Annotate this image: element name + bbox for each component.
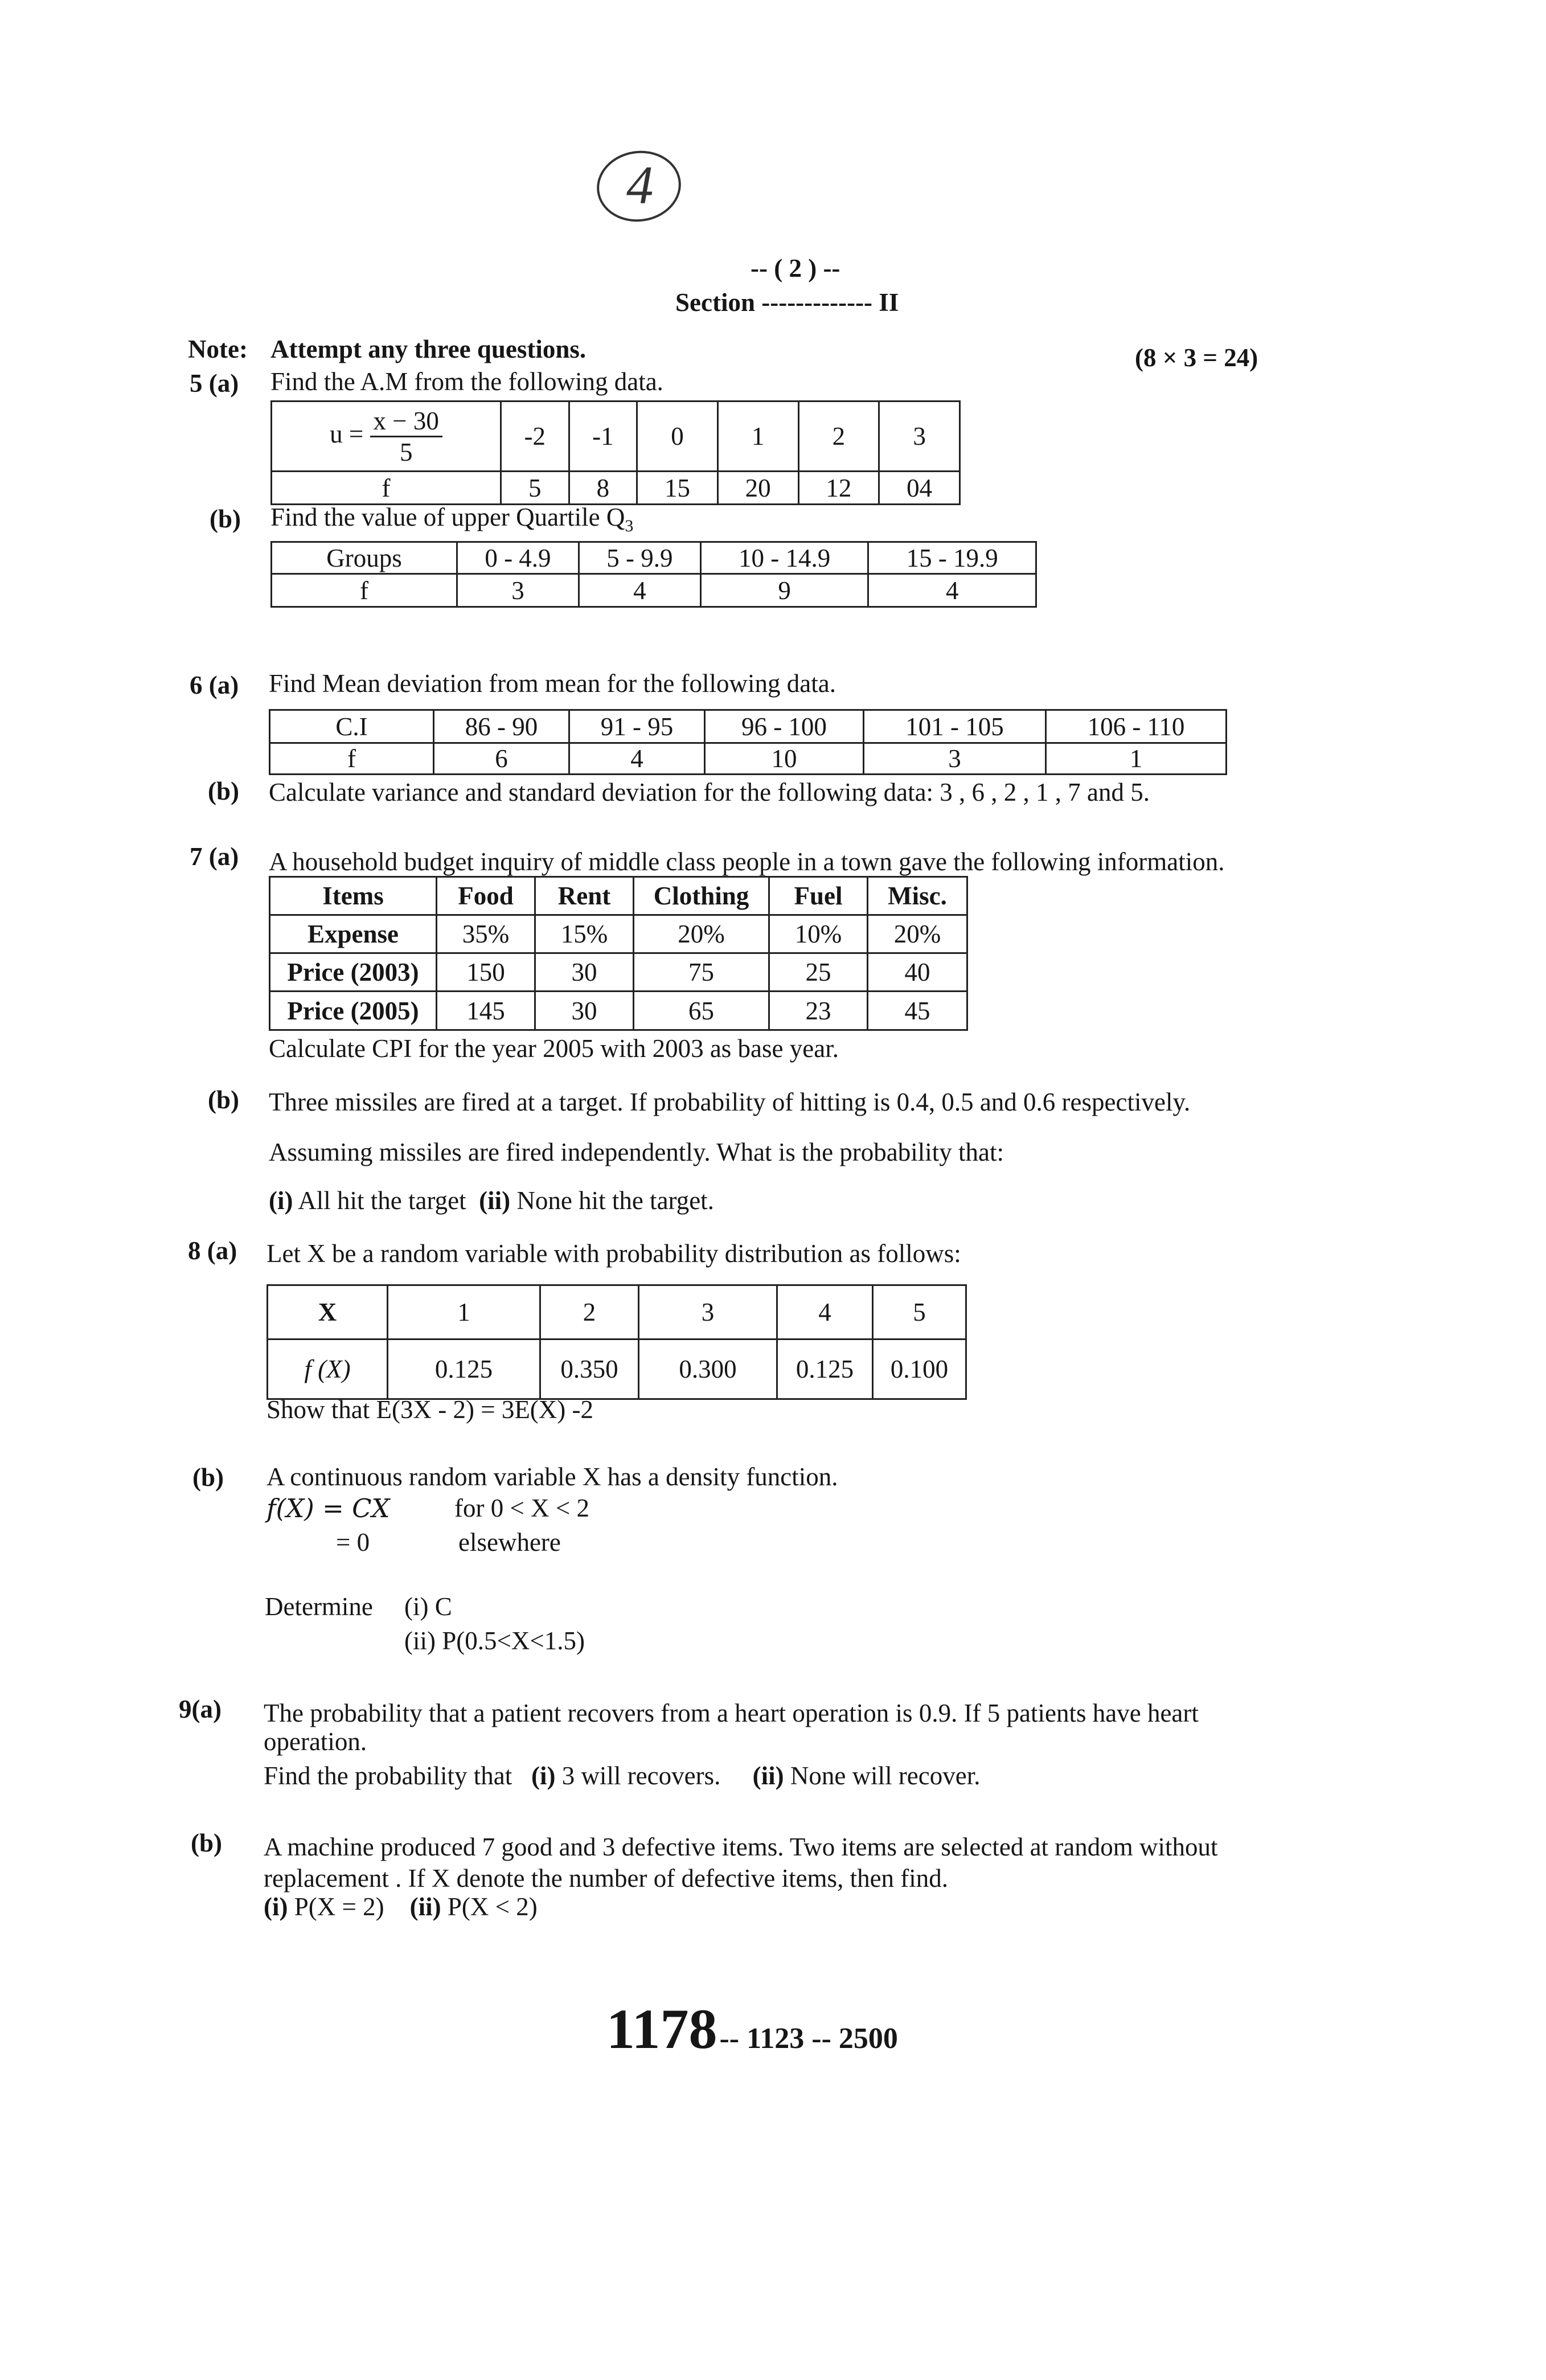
page-marker: -- ( 2 ) -- <box>751 254 840 282</box>
cpi-cell: 40 <box>868 953 967 992</box>
q5a-text: Find the A.M from the following data. <box>270 367 663 396</box>
q8a-table <box>266 1284 967 1400</box>
density-definition: f(X) = CX <box>266 1493 390 1523</box>
q9a-i-text: 3 will recovers. <box>561 1762 721 1790</box>
u-value: 1 <box>717 402 798 472</box>
density-elsewhere: elsewhere <box>458 1528 561 1556</box>
q9b-ii-label: (ii) <box>409 1892 441 1921</box>
determine-ii: (ii) P(0.5<X<1.5) <box>404 1627 585 1655</box>
note-text: Attempt any three questions. <box>270 335 587 363</box>
q5a-table <box>270 400 961 505</box>
determine-label: Determine <box>265 1592 373 1621</box>
q7b-line1: Three missiles are fired at a target. If probability of hitting is 0.4, 0.5 and 0.6 respectively. <box>269 1088 1191 1116</box>
ci-f-value: 1 <box>1045 743 1226 775</box>
ci-f-label: f <box>270 743 434 775</box>
footer-code-rest: -- 1123 -- 2500 <box>719 2022 898 2055</box>
cpi-cell: Price (2003) <box>270 953 437 992</box>
q6b-text: Calculate variance and standard deviation for the following data: 3 , 6 , 2 , 1 , 7 and 5. <box>269 778 1150 806</box>
ci-f-value: 4 <box>569 743 704 775</box>
q5b-subscript: 3 <box>625 517 634 535</box>
cpi-cell: 145 <box>437 992 535 1030</box>
ci-range: 96 - 100 <box>704 710 863 743</box>
cpi-cell: Expense <box>270 915 437 953</box>
q6b-label: (b) <box>208 777 239 805</box>
cpi-cell: 75 <box>634 953 769 992</box>
ci-range: 91 - 95 <box>569 710 704 743</box>
q7b-line3 <box>269 1187 714 1214</box>
u-formula-cell <box>272 402 501 472</box>
ci-header: C.I <box>270 710 434 743</box>
u-value: -2 <box>501 402 569 472</box>
q9a-line1: The probability that a patient recovers from a heart operation is 0.9. If 5 patients have heart <box>264 1699 1199 1727</box>
u-value: 0 <box>637 402 718 472</box>
cpi-cell: 20% <box>634 915 769 953</box>
q9b-i-label: (i) <box>264 1892 288 1921</box>
cpi-cell: 45 <box>868 992 967 1030</box>
q7a-label: 7 (a) <box>190 842 239 871</box>
f-value: 20 <box>717 472 798 505</box>
group-f-value: 9 <box>700 574 868 607</box>
group-f-value: 3 <box>457 574 579 607</box>
cpi-cell: 20% <box>868 915 967 953</box>
x-value: 4 <box>777 1285 873 1339</box>
x-value: 1 <box>388 1285 540 1339</box>
cpi-cell: 65 <box>634 992 769 1030</box>
q7b-line2: Assuming missiles are fired independently. What is the probability that: <box>269 1138 1004 1166</box>
density-condition: for 0 < X < 2 <box>454 1494 589 1522</box>
x-label: X <box>268 1285 388 1339</box>
u-numerator: x − 30 <box>370 406 442 437</box>
u-value: 3 <box>879 402 960 472</box>
ci-f-value: 6 <box>434 743 569 775</box>
cpi-cell: 30 <box>535 992 634 1030</box>
cpi-cell: 15% <box>535 915 634 953</box>
cpi-cell: Misc. <box>868 877 967 915</box>
q9b-line1: A machine produced 7 good and 3 defective items. Two items are selected at random without <box>264 1833 1218 1861</box>
f-label: f <box>272 472 501 505</box>
cpi-table <box>269 876 968 1031</box>
q9a-line3 <box>264 1763 980 1789</box>
q7b-label: (b) <box>208 1085 239 1114</box>
q7b-i-label: (i) <box>269 1186 293 1215</box>
q9b-ii-text: P(X < 2) <box>447 1892 538 1921</box>
q7a-text: A household budget inquiry of middle class people in a town gave the following information. <box>269 847 1225 876</box>
footer-code <box>606 1996 898 2062</box>
q5b-table <box>270 541 1037 608</box>
group-f-value: 4 <box>868 574 1036 607</box>
marks-distribution: (8 × 3 = 24) <box>1135 343 1258 372</box>
f-value: 12 <box>798 472 879 505</box>
f-value: 15 <box>637 472 718 505</box>
q8b-text: A continuous random variable X has a density function. <box>266 1463 838 1491</box>
ci-range: 106 - 110 <box>1045 710 1226 743</box>
f-value: 8 <box>569 472 637 505</box>
q9b-i-text: P(X = 2) <box>294 1892 384 1921</box>
fx-label: f (X) <box>268 1339 388 1399</box>
q5b-text <box>270 504 633 535</box>
x-value: 3 <box>639 1285 777 1339</box>
cpi-cell: Price (2005) <box>270 992 437 1030</box>
ci-range: 101 - 105 <box>863 710 1045 743</box>
q9a-i-label: (i) <box>531 1762 556 1790</box>
f-value: 04 <box>879 472 960 505</box>
q6a-text: Find Mean deviation from mean for the following data. <box>269 669 836 698</box>
x-value: 5 <box>873 1285 966 1339</box>
cpi-cell: 150 <box>437 953 535 992</box>
u-denominator: 5 <box>399 437 413 466</box>
q9a-ii-text: None will recover. <box>790 1762 981 1790</box>
group-range: 5 - 9.9 <box>579 542 700 574</box>
fx-value: 0.100 <box>873 1339 966 1399</box>
cpi-cell: 25 <box>769 953 868 992</box>
cpi-cell: 10% <box>769 915 868 953</box>
group-range: 0 - 4.9 <box>457 542 579 574</box>
cpi-cell: 23 <box>769 992 868 1030</box>
group-range: 10 - 14.9 <box>700 542 868 574</box>
f-value: 5 <box>501 472 569 505</box>
groups-header: Groups <box>272 542 457 574</box>
q6a-table <box>269 709 1227 775</box>
q7a-after: Calculate CPI for the year 2005 with 2003 as base year. <box>269 1034 839 1063</box>
ci-f-value: 10 <box>704 743 863 775</box>
handwritten-circled-mark <box>592 144 686 229</box>
cpi-cell: Fuel <box>769 877 868 915</box>
q9b-label: (b) <box>191 1829 222 1857</box>
ci-range: 86 - 90 <box>434 710 569 743</box>
svg-text:4: 4 <box>626 155 654 215</box>
determine-i: (i) C <box>404 1592 452 1621</box>
u-prefix: u = <box>330 419 364 448</box>
q8a-label: 8 (a) <box>188 1236 237 1265</box>
u-fraction <box>370 406 442 467</box>
fx-value: 0.300 <box>639 1339 777 1399</box>
note-label: Note: <box>188 335 248 363</box>
x-value: 2 <box>540 1285 639 1339</box>
u-value: -1 <box>569 402 637 472</box>
q9a-label: 9(a) <box>179 1695 222 1723</box>
cpi-cell: Food <box>437 877 535 915</box>
group-range: 15 - 19.9 <box>868 542 1036 574</box>
cpi-cell: Clothing <box>634 877 769 915</box>
cpi-cell: 30 <box>535 953 634 992</box>
density-zero: = 0 <box>336 1528 370 1556</box>
fx-value: 0.125 <box>388 1339 540 1399</box>
q5a-label: 5 (a) <box>190 369 239 398</box>
q8a-after: Show that E(3X - 2) = 3E(X) -2 <box>266 1395 594 1424</box>
q7b-ii-label: (ii) <box>479 1186 511 1215</box>
q7b-i-text: All hit the target <box>298 1186 466 1215</box>
cpi-cell: Rent <box>535 877 634 915</box>
fx-value: 0.125 <box>777 1339 873 1399</box>
q9a-ii-label: (ii) <box>752 1762 784 1790</box>
q5b-label: (b) <box>210 505 241 533</box>
q6a-label: 6 (a) <box>190 671 239 699</box>
q8b-label: (b) <box>192 1463 224 1492</box>
ci-f-value: 3 <box>863 743 1045 775</box>
q8a-text: Let X be a random variable with probability distribution as follows: <box>266 1239 961 1268</box>
cpi-cell: 35% <box>437 915 535 953</box>
groups-f-label: f <box>272 574 457 607</box>
q9b-line3 <box>264 1894 538 1920</box>
q5b-text-main: Find the value of upper Quartile Q <box>270 503 625 531</box>
q9a-pre: Find the probability that <box>264 1762 512 1790</box>
q9a-line2: operation. <box>264 1727 367 1756</box>
group-f-value: 4 <box>579 574 700 607</box>
cpi-cell: Items <box>270 877 437 915</box>
footer-code-big: 1178 <box>606 1997 717 2061</box>
section-title: Section ------------- II <box>675 288 899 317</box>
q9b-line2: replacement . If X denote the number of defective items, then find. <box>264 1864 949 1892</box>
u-value: 2 <box>798 402 879 472</box>
q7b-ii-text: None hit the target. <box>516 1186 714 1215</box>
fx-value: 0.350 <box>540 1339 639 1399</box>
